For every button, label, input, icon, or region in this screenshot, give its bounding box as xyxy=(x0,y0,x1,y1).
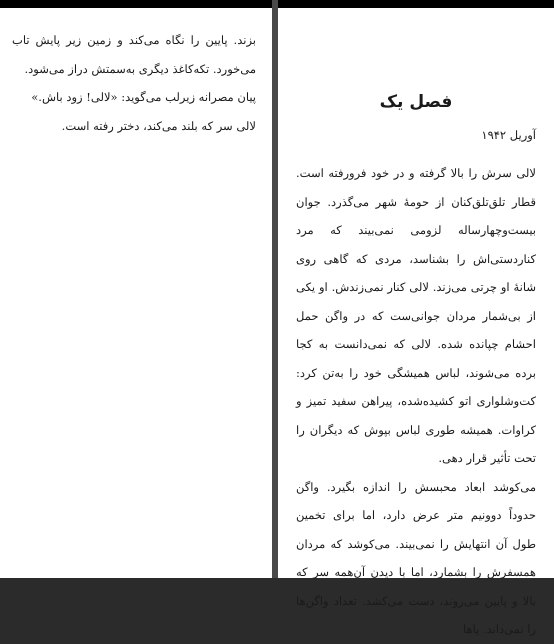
left-paragraph-2: پیان مصرانه زیرلب می‌گوید: «لالی! زود باش.» xyxy=(31,90,256,104)
left-page xyxy=(0,0,272,578)
right-page-text xyxy=(296,159,536,644)
right-paragraph-2: می‌کوشد ابعاد محبسش را اندازه بگیرد. واگن حدوداً دوونیم متر عرض دارد، اما برای تخمین طول آن انتهایش را نمی‌بیند. می‌کوشد که مردان همسفرش را بشمارد، اما با دیدن آن‌همه سر که بالا و پایین می‌روند، دست می‌کشد. تعداد واگن‌ها را نمی‌داند. پاها xyxy=(296,479,536,636)
right-page xyxy=(278,0,554,636)
left-paragraph-1: بزند. پایین را نگاه می‌کند و زمین زیر پایش تاب می‌خورد. تکه‌کاغذ دیگری به‌سمتش دراز می‌شود. xyxy=(12,33,256,76)
left-paragraph-3: لالی سر که بلند می‌کند، دختر رفته است. xyxy=(61,118,256,133)
left-page-text xyxy=(12,26,256,140)
right-paragraph-1: لالی سرش را بالا گرفته و در خود فرورفته است. قطار تلق‌تلق‌کنان از حومهٔ شهر می‌گذرد. جوان بیست‌وچهارساله لزومی نمی‌بیند که مرد کناردستی‌اش را بشناسد، مردی که گاهی روی شانهٔ او چرتی می‌زند. لالی کنار نمی‌زندش. او یکی از بی‌شمار مردان جوانی‌ست که در واگن حمل احشام چپانده شده. لالی که نمی‌دانست به کجا برده می‌شوند، لباس همیشگی خود را به‌تن کرد: کت‌وشلواری اتو کشیده‌شده، پیراهن سفید تمیز و کراوات. همیشه طوری لباس بپوش که دیگران را تحت تأثیر قرار دهی. xyxy=(296,166,536,465)
chapter-date: آوریل ۱۹۴۲ xyxy=(481,128,536,142)
chapter-title: فصل یک xyxy=(379,92,453,112)
